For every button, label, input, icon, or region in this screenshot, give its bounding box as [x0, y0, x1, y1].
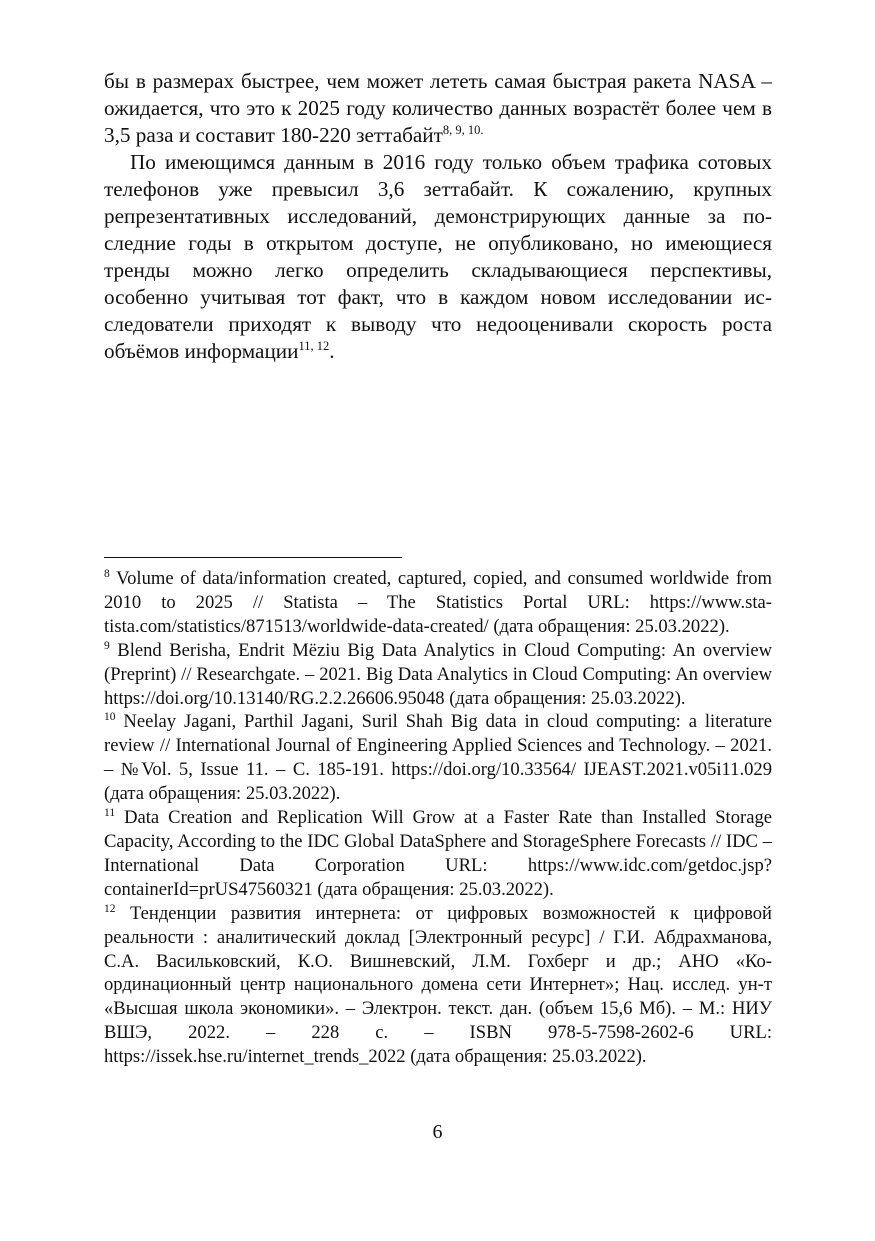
page-number: 6 [432, 1121, 443, 1143]
footnote-ref-8-9-10[interactable]: 8, 9, 10. [442, 123, 484, 137]
footnote-ref-11-12[interactable]: 11, 12 [298, 339, 330, 353]
paragraph-2-text: По имеющимся данным в 2016 году только объем трафика сотовых телефонов уже превысил 3,6 зеттабайт. К сожалению, крупных репрезентативных исследований, демонстрирующих данные за последние годы в открытом доступе, не опубликовано, но имеющиеся тренды можно легко определить складывающиеся перспективы, особенно учитывая тот факт, что в каждом новом исследовании исследователи приходят к выводу что недооценивали скорость роста объёмов информации [104, 150, 772, 363]
footnote-number: 11 [104, 807, 116, 820]
footnote-text: Neelay Jagani, Parthil Jagani, Suril Shah Big data in cloud computing: a literature review // International Journal of Engineering Applied Sciences and Technology. – 2021. – №Vol. 5, Issue 11. – С. 185-191. https://doi.org/10.33564/ IJEAST.2021.v05i11.029 (дата обращения: 25.03.2022). [104, 711, 772, 805]
footnote-text: Volume of data/information created, captured, copied, and consumed worldwide from 2010 to 2025 // Statista – The Statistics Portal URL: https://www.statista.com/statistics/871513/worldwide-data-created/ (дата обращения: 25.03.2022). [104, 568, 772, 637]
footnote-text: Blend Berisha, Endrit Mëziu Big Data Analytics in Cloud Computing: An overview (Preprint) // Researchgate. – 2021. Big Data Analytics in Cloud Computing: An overview https://doi.org/10.13140/RG.2.2.26606.95048 (дата обращения: 25.03.2022). [104, 639, 772, 709]
paragraph-2 [104, 149, 772, 365]
paragraph-1-text: бы в размерах быстрее, чем может лететь самая быстрая ракета NASA – ожидается, что это к 2025 году количество данных возрастёт более чем в 3,5 раза и составит 180-220 зеттабайт [104, 69, 772, 147]
footnote-number: 12 [104, 902, 116, 915]
footnote-text: Тенденции развития интернета: от цифровых возможностей к цифровой реальности : аналитический доклад [Электронный ресурс] / Г.И. Абдрахманова, С.А. Васильковский, К.О. Вишневский, Л.М. Гохберг и др.; АНО «Координационный центр национального домена сети Интернет»; Нац. исслед. ун-т «Высшая школа экономики». – Электрон. текст. дан. (объем 15,6 Мб). – М.: НИУ ВШЭ, 2022. – 228 с. – ISBN 978-5-7598-2602-6 URL: https://issek.hse.ru/internet_trends_2022 (дата обращения: 25.03.2022). [104, 902, 772, 1068]
paragraph-1 [104, 68, 772, 149]
footnote-8 [104, 567, 772, 639]
footnote-11 [104, 806, 772, 902]
footnote-number: 9 [104, 639, 110, 652]
footnotes [104, 567, 772, 1069]
footnote-10 [104, 710, 772, 806]
footnote-12 [104, 902, 772, 1069]
footnote-text: Data Creation and Replication Will Grow at a Faster Rate than Installed Storage Capacity, According to the IDC Global DataSphere and StorageSphere Forecasts // IDC – International Data Corporation URL: https://www.idc.com/getdoc.jsp?containerId=prUS47560321 (дата обращения: 25.03.2022). [104, 807, 772, 900]
footnote-number: 10 [104, 711, 116, 724]
footnote-9 [104, 639, 772, 711]
footnote-number: 8 [104, 568, 110, 580]
main-text [104, 68, 772, 365]
footnote-separator [104, 557, 402, 558]
paragraph-2-end: . [329, 339, 335, 363]
